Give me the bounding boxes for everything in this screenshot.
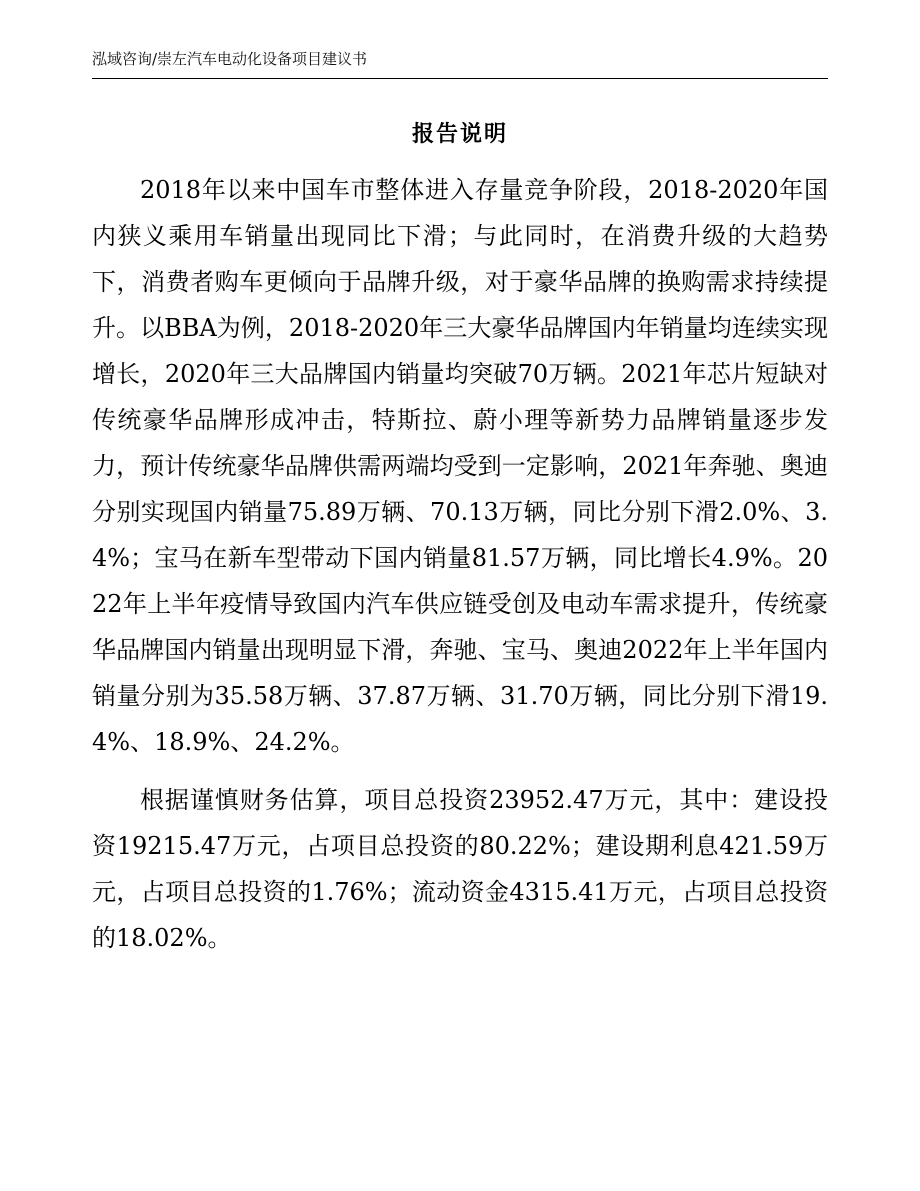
- report-body: [92, 167, 828, 973]
- paragraph-investment-estimate: 根据谨慎财务估算，项目总投资23952.47万元，其中：建设投资19215.47万元，占项目总投资的80.22%；建设期利息421.59万元，占项目总投资的1.76%；流动资金4315.41万元，占项目总投资的18.02%。: [92, 786, 828, 952]
- running-header: 泓域咨询/崇左汽车电动化设备项目建议书: [92, 50, 368, 68]
- header-divider: [92, 78, 828, 79]
- report-title: 报告说明: [411, 122, 508, 147]
- paragraph-market-background: 2018年以来中国车市整体进入存量竞争阶段，2018-2020年国内狭义乘用车销量出现同比下滑；与此同时，在消费升级的大趋势下，消费者购车更倾向于品牌升级，对于豪华品牌的换购需求持续提升。以BBA为例，2018-2020年三大豪华品牌国内年销量均连续实现增长，2020年三大品牌国内销量均突破70万辆。2021年芯片短缺对传统豪华品牌形成冲击，特斯拉、蔚小理等新势力品牌销量逐步发力，预计传统豪华品牌供需两端均受到一定影响，2021年奔驰、奥迪分别实现国内销量75.89万辆、70.13万辆，同比分别下滑2.0%、3.4%；宝马在新车型带动下国内销量81.57万辆，同比增长4.9%。2022年上半年疫情导致国内汽车供应链受创及电动车需求提升，传统豪华品牌国内销量出现明显下滑，奔驰、宝马、奥迪2022年上半年国内销量分别为35.58万辆、37.87万辆、31.70万辆，同比分别下滑19.4%、18.9%、24.2%。: [92, 176, 828, 756]
